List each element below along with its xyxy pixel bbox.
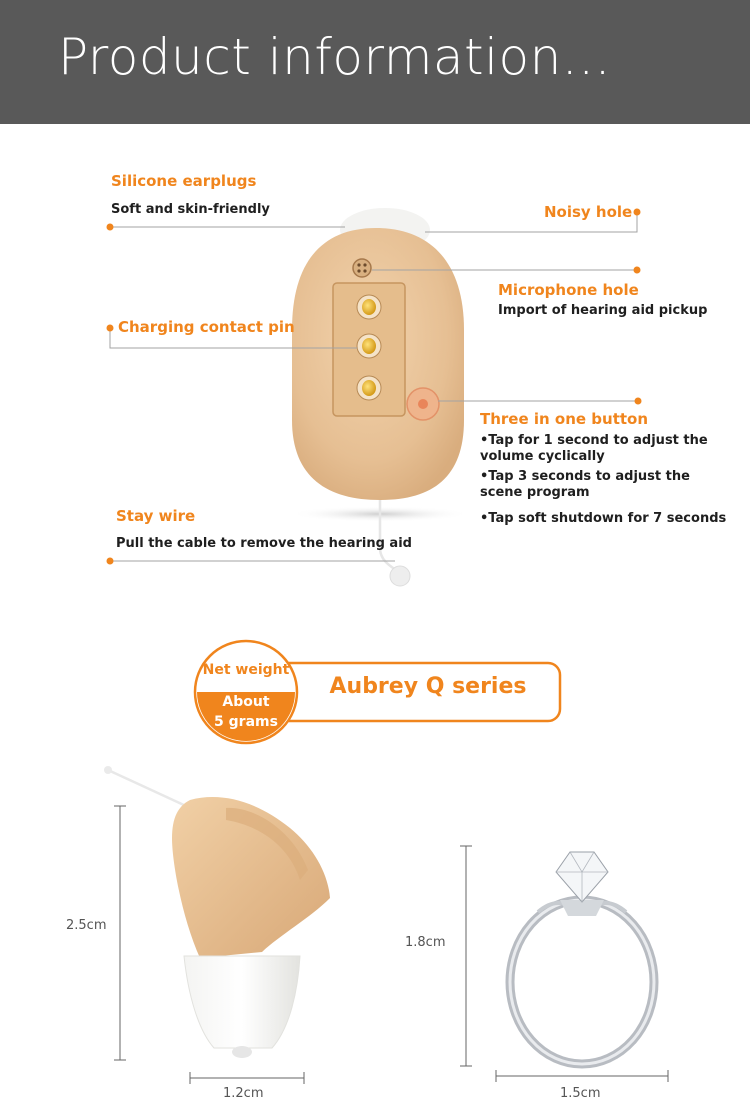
ring-height-label: 1.8cm [405, 935, 446, 950]
stay-wire-side [108, 770, 186, 806]
silicone-earplugs-desc: Soft and skin-friendly [111, 202, 270, 217]
microphone-hole-desc: Import of hearing aid pickup [498, 303, 708, 318]
silicone-earplugs-title: Silicone earplugs [111, 172, 257, 190]
ring-illustration [510, 852, 654, 1064]
net-weight-value-line1: About [222, 694, 270, 710]
three-in-one-button-title: Three in one button [480, 410, 649, 428]
button-instruction-1: •Tap for 1 second to adjust the volume cyclically [480, 433, 708, 465]
page-title: Product information... [58, 28, 611, 86]
ring-width-label: 1.5cm [560, 1086, 601, 1101]
stay-wire-desc: Pull the cable to remove the hearing aid [116, 536, 412, 551]
net-weight-label: Net weight [202, 662, 290, 678]
series-name: Aubrey Q series [329, 674, 527, 699]
noisy-hole-title: Noisy hole [544, 203, 633, 221]
charging-contact-pin-title: Charging contact pin [118, 318, 295, 336]
stay-wire-title: Stay wire [116, 507, 196, 525]
button-instruction-2: •Tap 3 seconds to adjust the scene program [480, 469, 690, 501]
microphone-hole-title: Microphone hole [498, 281, 639, 299]
button-instruction-3: •Tap soft shutdown for 7 seconds [480, 511, 727, 526]
net-weight-value-line2: 5 grams [214, 714, 278, 730]
aid-width-label: 1.2cm [223, 1086, 264, 1101]
silicone-tip-side-view [184, 956, 300, 1048]
microphone-grill-icon [353, 259, 371, 277]
aid-height-label: 2.5cm [66, 918, 107, 933]
